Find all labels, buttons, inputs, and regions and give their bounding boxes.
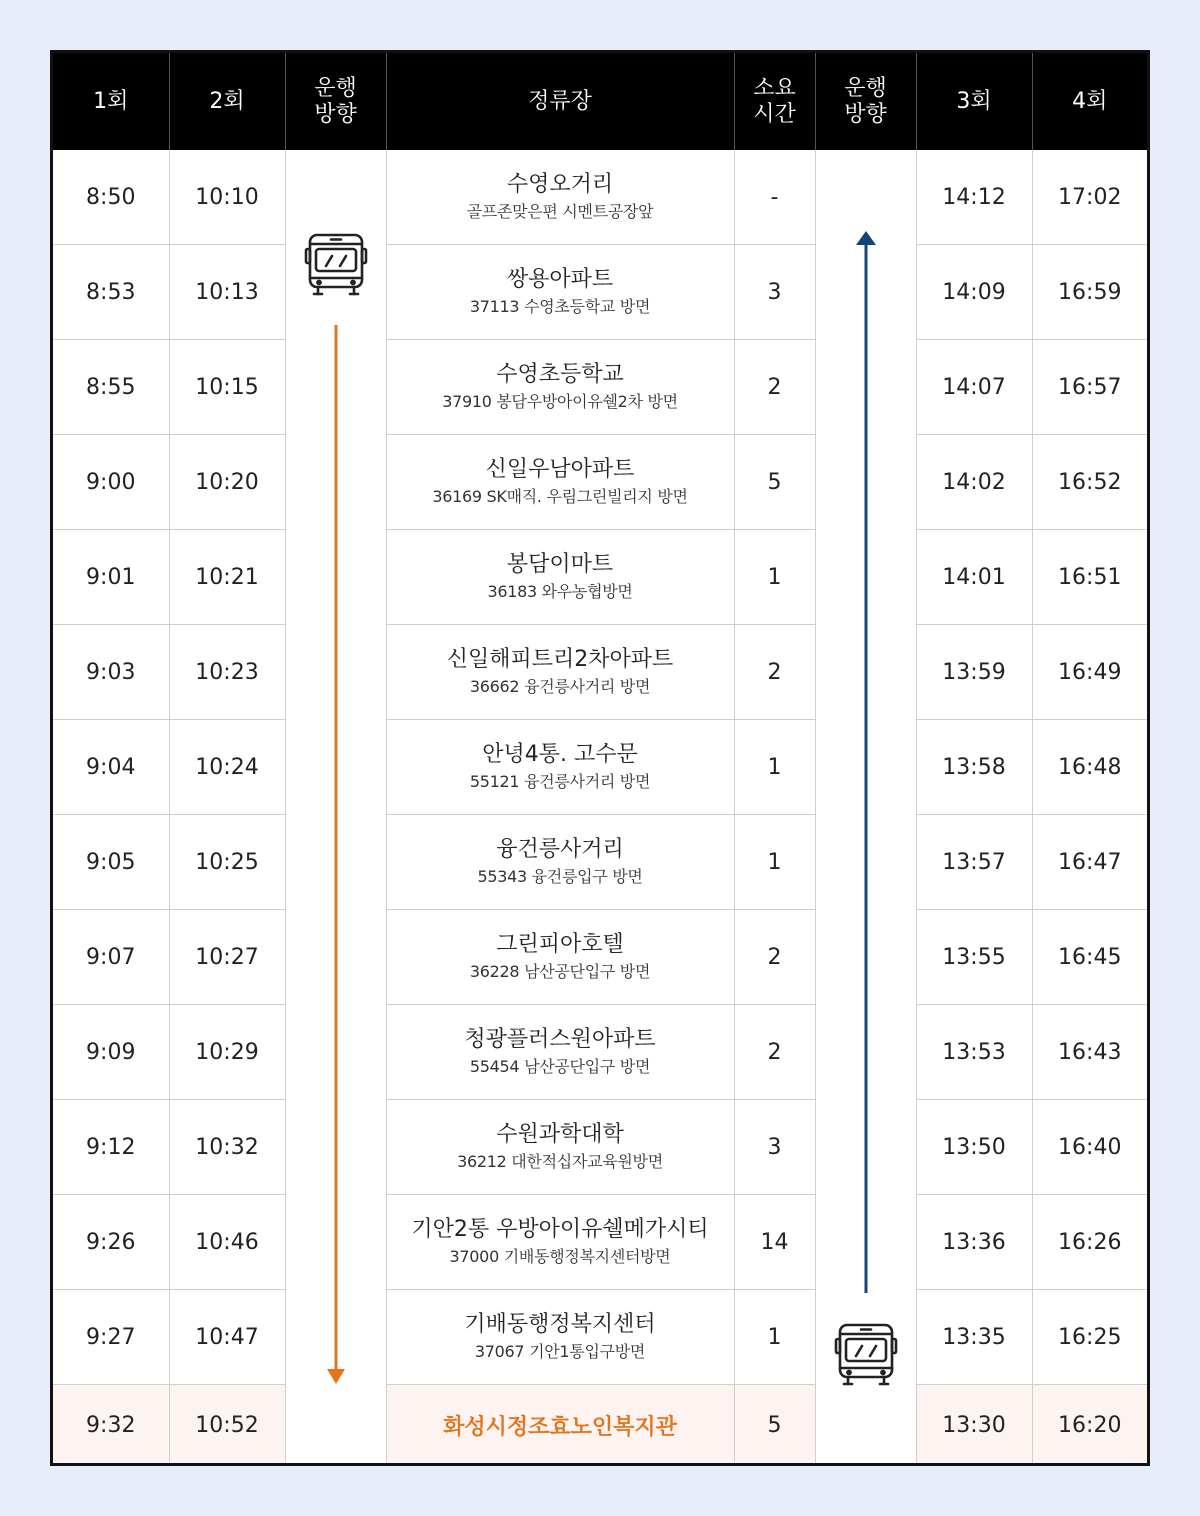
trip4-time: 16:51	[1032, 530, 1147, 625]
timetable-frame	[50, 50, 1150, 1466]
trip1-time: 9:32	[53, 1385, 169, 1466]
stop-name: 신일우남아파트	[485, 457, 635, 482]
trip1-time: 9:01	[53, 530, 169, 625]
stop-subtitle: 36183 와우농협방면	[487, 582, 633, 601]
stop-name: 신일해피트리2차아파트	[446, 647, 674, 672]
table-row	[53, 150, 1147, 245]
trip1-time: 8:55	[53, 340, 169, 435]
stop-cell	[386, 720, 734, 815]
stop-cell	[386, 1290, 734, 1385]
stop-subtitle: 36212 대한적십자교육원방면	[457, 1152, 663, 1171]
stop-cell	[386, 150, 734, 245]
header-duration-line2: 시간	[753, 101, 796, 127]
header-direction-right-line2: 방향	[844, 101, 887, 127]
duration-value: 1	[734, 815, 815, 910]
direction-outbound-cell	[285, 150, 386, 1465]
stop-subtitle: 36228 남산공단입구 방면	[469, 962, 651, 981]
trip1-time: 9:05	[53, 815, 169, 910]
trip4-time: 16:20	[1032, 1385, 1147, 1466]
table-row	[53, 720, 1147, 815]
trip2-time: 10:13	[169, 245, 285, 340]
trip2-time: 10:25	[169, 815, 285, 910]
stop-name: 수영초등학교	[496, 362, 624, 387]
trip2-time: 10:20	[169, 435, 285, 530]
trip4-time: 16:48	[1032, 720, 1147, 815]
stop-subtitle: 55121 융건릉사거리 방면	[469, 772, 651, 791]
trip1-time: 9:07	[53, 910, 169, 1005]
trip3-time: 13:30	[916, 1385, 1032, 1466]
trip3-time: 14:07	[916, 340, 1032, 435]
stop-cell	[386, 625, 734, 720]
bus-timetable	[53, 53, 1147, 1465]
table-row	[53, 815, 1147, 910]
duration-value: 2	[734, 625, 815, 720]
trip3-time: 13:53	[916, 1005, 1032, 1100]
trip3-time: 13:59	[916, 625, 1032, 720]
stop-subtitle: 55454 남산공단입구 방면	[469, 1057, 651, 1076]
table-row	[53, 910, 1147, 1005]
trip4-time: 16:25	[1032, 1290, 1147, 1385]
final-stop-name: 화성시정조효노인복지관	[443, 1414, 677, 1440]
header-direction-right	[815, 53, 916, 150]
duration-value: 2	[734, 1005, 815, 1100]
direction-inbound-cell	[815, 150, 916, 1465]
duration-value: 3	[734, 1100, 815, 1195]
trip4-time: 16:45	[1032, 910, 1147, 1005]
duration-value: 2	[734, 340, 815, 435]
trip1-time: 8:50	[53, 150, 169, 245]
header-direction-right-line1: 운행	[844, 75, 887, 101]
header-direction-left-line2: 방향	[314, 101, 357, 127]
stop-cell	[386, 1005, 734, 1100]
trip3-time: 13:50	[916, 1100, 1032, 1195]
stop-subtitle: 골프존맞은편 시멘트공장앞	[466, 202, 654, 221]
trip3-time: 14:12	[916, 150, 1032, 245]
stop-subtitle: 37113 수영초등학교 방면	[469, 297, 651, 316]
trip3-time: 13:58	[916, 720, 1032, 815]
trip1-time: 9:12	[53, 1100, 169, 1195]
header-trip3: 3회	[916, 53, 1032, 150]
header-trip2: 2회	[169, 53, 285, 150]
table-row	[53, 245, 1147, 340]
trip1-time: 9:00	[53, 435, 169, 530]
header-direction-left-line1: 운행	[314, 75, 357, 101]
trip1-time: 9:09	[53, 1005, 169, 1100]
duration-value: 1	[734, 1290, 815, 1385]
trip4-time: 16:59	[1032, 245, 1147, 340]
stop-subtitle: 37910 봉담우방아이유쉘2차 방면	[442, 392, 678, 411]
trip1-time: 8:53	[53, 245, 169, 340]
trip2-time: 10:15	[169, 340, 285, 435]
header-stop: 정류장	[386, 53, 734, 150]
trip4-time: 16:49	[1032, 625, 1147, 720]
trip2-time: 10:32	[169, 1100, 285, 1195]
stop-name: 쌍용아파트	[506, 267, 614, 292]
trip2-time: 10:47	[169, 1290, 285, 1385]
duration-value: 2	[734, 910, 815, 1005]
trip1-time: 9:03	[53, 625, 169, 720]
duration-value: 5	[734, 435, 815, 530]
trip1-time: 9:27	[53, 1290, 169, 1385]
stop-name: 기안2통 우방아이유쉘메가시티	[411, 1217, 709, 1242]
header-duration	[734, 53, 815, 150]
stop-name: 봉담이마트	[506, 552, 614, 577]
trip1-time: 9:26	[53, 1195, 169, 1290]
trip2-time: 10:24	[169, 720, 285, 815]
stop-subtitle: 37067 기안1통입구방면	[474, 1342, 646, 1361]
duration-value: 5	[734, 1385, 815, 1466]
stop-cell	[386, 340, 734, 435]
trip4-time: 16:43	[1032, 1005, 1147, 1100]
timetable-body	[53, 150, 1147, 1465]
table-row	[53, 1005, 1147, 1100]
table-row	[53, 625, 1147, 720]
trip4-time: 16:26	[1032, 1195, 1147, 1290]
stop-cell	[386, 1385, 734, 1466]
stop-cell	[386, 910, 734, 1005]
trip4-time: 16:40	[1032, 1100, 1147, 1195]
trip3-time: 14:02	[916, 435, 1032, 530]
duration-value: 14	[734, 1195, 815, 1290]
trip3-time: 14:09	[916, 245, 1032, 340]
trip4-time: 16:52	[1032, 435, 1147, 530]
table-row	[53, 435, 1147, 530]
trip2-time: 10:21	[169, 530, 285, 625]
stop-name: 안녕4통. 고수문	[482, 742, 638, 767]
stop-cell	[386, 435, 734, 530]
stop-subtitle: 36662 융건릉사거리 방면	[469, 677, 651, 696]
stop-cell	[386, 1195, 734, 1290]
duration-value: 3	[734, 245, 815, 340]
trip2-time: 10:52	[169, 1385, 285, 1466]
final-stop-row	[53, 1385, 1147, 1466]
trip4-time: 16:57	[1032, 340, 1147, 435]
trip2-time: 10:23	[169, 625, 285, 720]
trip3-time: 13:35	[916, 1290, 1032, 1385]
stop-name: 융건릉사거리	[496, 837, 624, 862]
stop-name: 그린피아호텔	[496, 932, 624, 957]
header-trip1: 1회	[53, 53, 169, 150]
trip1-time: 9:04	[53, 720, 169, 815]
stop-cell	[386, 530, 734, 625]
stop-name: 수원과학대학	[496, 1122, 624, 1147]
trip4-time: 16:47	[1032, 815, 1147, 910]
stop-name: 청광플러스원아파트	[464, 1027, 656, 1052]
trip2-time: 10:10	[169, 150, 285, 245]
stop-cell	[386, 1100, 734, 1195]
trip2-time: 10:46	[169, 1195, 285, 1290]
stop-subtitle: 55343 융건릉입구 방면	[477, 867, 643, 886]
stop-name: 수영오거리	[506, 172, 614, 197]
stop-name: 기배동행정복지센터	[464, 1312, 656, 1337]
duration-value: -	[734, 150, 815, 245]
stop-cell	[386, 815, 734, 910]
table-row	[53, 1195, 1147, 1290]
trip3-time: 13:36	[916, 1195, 1032, 1290]
trip3-time: 13:57	[916, 815, 1032, 910]
duration-value: 1	[734, 720, 815, 815]
header-trip4: 4회	[1032, 53, 1147, 150]
trip3-time: 13:55	[916, 910, 1032, 1005]
stop-subtitle: 37000 기배동행정복지센터방면	[449, 1247, 671, 1266]
table-row	[53, 1290, 1147, 1385]
stop-subtitle: 36169 SK매직. 우림그린빌리지 방면	[432, 487, 688, 506]
header-row	[53, 53, 1147, 150]
trip2-time: 10:27	[169, 910, 285, 1005]
table-row	[53, 530, 1147, 625]
header-direction-left	[285, 53, 386, 150]
stop-cell	[386, 245, 734, 340]
table-row	[53, 340, 1147, 435]
trip3-time: 14:01	[916, 530, 1032, 625]
header-duration-line1: 소요	[753, 75, 796, 101]
table-row	[53, 1100, 1147, 1195]
trip4-time: 17:02	[1032, 150, 1147, 245]
duration-value: 1	[734, 530, 815, 625]
trip2-time: 10:29	[169, 1005, 285, 1100]
